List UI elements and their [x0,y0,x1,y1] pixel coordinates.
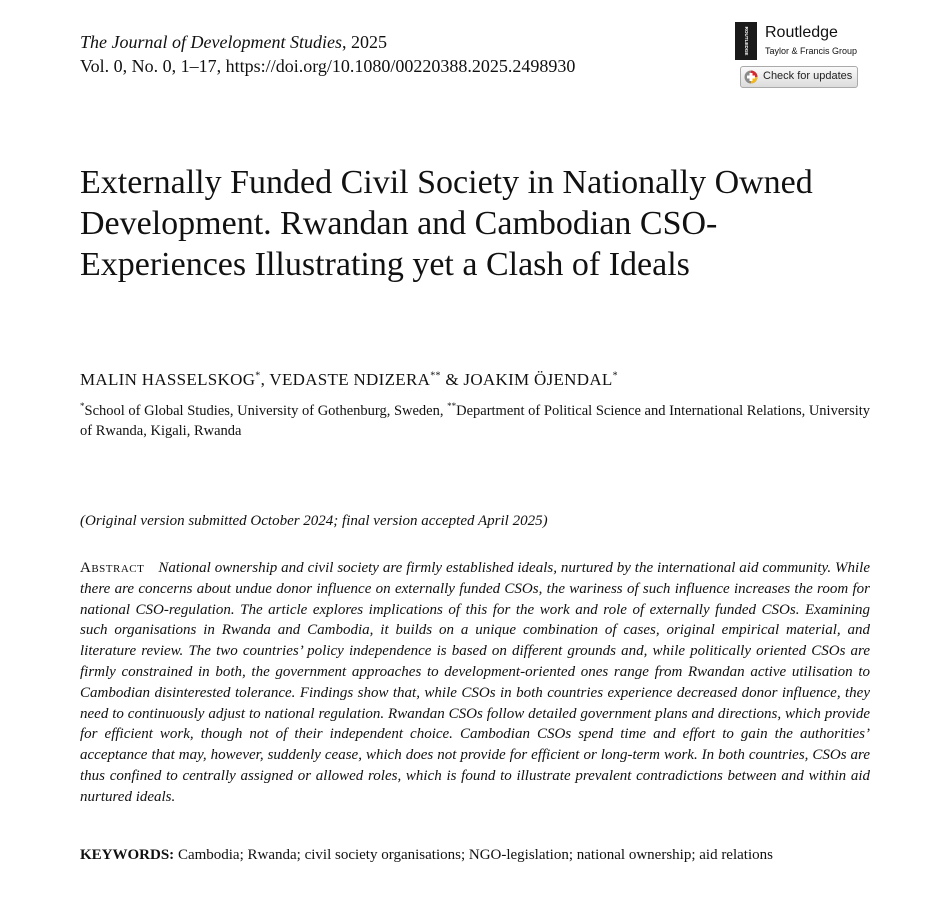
check-for-updates-label: Check for updates [763,70,853,82]
affiliation-text: School of Global Studies, University of Gothenburg, Sweden, [84,402,448,419]
author-name: JOAKIM ÖJENDAL [463,370,613,389]
routledge-r-icon [735,22,757,60]
journal-header [80,30,575,78]
crossmark-icon [744,70,758,84]
journal-citation[interactable]: Vol. 0, No. 0, 1–17, https://doi.org/10.1080/00220388.2025.2498930 [80,56,576,76]
publisher-name: Routledge [765,24,838,41]
article-title: Externally Funded Civil Society in Nationally Owned Development. Rwandan and Cambodian CSO-Experiences Illustrating yet a Clash of Ideals [80,164,813,283]
author-mark: * [612,370,618,382]
submission-note: (Original version submitted October 2024; final version accepted April 2025) [80,513,548,529]
journal-name: The Journal of Development Studies [80,32,342,52]
journal-title-line [80,30,575,54]
author-mark: * [255,370,261,382]
abstract [80,558,870,808]
author-list [80,370,618,390]
abstract-label: Abstract [80,560,145,576]
author-name: MALIN HASSELSKOG [80,370,256,389]
affiliation-mark: * [80,401,85,411]
author-name: VEDASTE NDIZERA [269,370,431,389]
author-mark: ** [430,370,441,382]
abstract-text: National ownership and civil society are firmly established ideals, nurtured by the international aid community. While there are concerns about undue donor influence on externally funded CSOs, the wariness of such influence increases the room for national CSO-regulation. The article explores implications of this for the work and role of externally funded CSOs. Examining such organisations in Rwanda and Cambodia, it builds on a unique combination of cases, original empirical material, and literature review. The two countries’ policy independence is based on different grounds and, while politically oriented CSOs are firmly constrained in both, the government approaches to development-oriented ones range from Rwandan active utilisation to Cambodian disinterested tolerance. Findings show that, while CSOs in both countries experience decreased donor influence, they need to continuously adjust to national regulation. Rwandan CSOs follow detailed government plans and directions, which provide for efficient work, though not of their independent choice. Cambodian CSOs spend time and effort to gain the authorities’ acceptance that may, however, suddenly cease, which does not provide for efficient or long-term work. In both countries, CSOs are thus confined to centrally assigned or allowed roles, which is found to illustrate prevalent contradictions between and within aid nurtured ideals. [80,560,870,805]
check-for-updates-button[interactable] [740,66,858,88]
affiliations [80,396,880,441]
keywords [80,845,870,866]
publisher-block [735,22,865,92]
publisher-subtitle: Taylor & Francis Group [765,46,858,56]
routledge-logo-text: ROUTLEDGE [743,26,749,56]
author-separator: & [440,370,464,389]
affiliation-mark: ** [447,401,457,411]
keywords-text: Cambodia; Rwanda; civil society organisations; NGO-legislation; national ownership; aid relations [177,847,773,863]
journal-year: , 2025 [341,32,387,52]
affiliation-text: Department of Political Science and International Relations, University of Rwanda, Kigali, Rwanda [80,402,871,439]
author-separator: , [260,370,270,389]
keywords-label: KEYWORDS: [80,847,175,863]
